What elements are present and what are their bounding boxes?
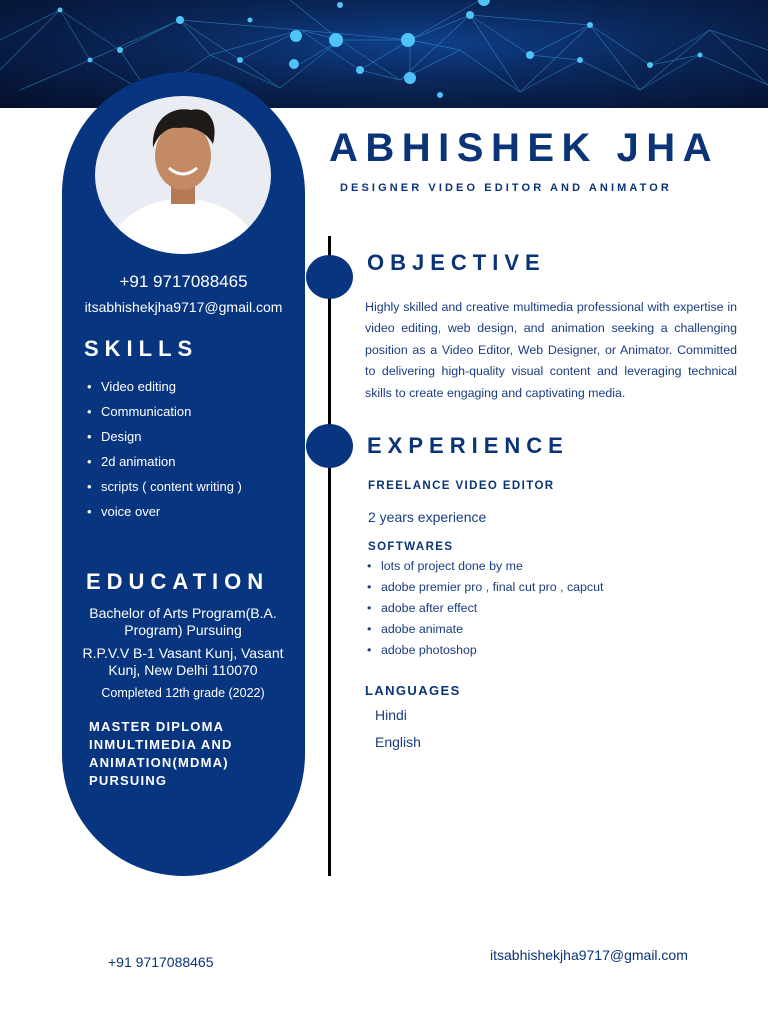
skills-heading: SKILLS <box>84 336 199 361</box>
languages-heading: LANGUAGES <box>365 683 461 698</box>
list-item: • adobe premier pro , final cut pro , capcut <box>367 578 603 599</box>
timeline-dot-experience <box>306 424 353 468</box>
sidebar-phone: +91 9717088465 <box>119 272 248 291</box>
list-item: • voice over <box>84 502 242 527</box>
language-item: Hindi <box>375 707 407 723</box>
experience-heading: EXPERIENCE <box>367 433 569 458</box>
list-item: • adobe animate <box>367 620 603 641</box>
list-item: • adobe after effect <box>367 599 603 620</box>
list-item: • adobe photoshop <box>367 641 603 662</box>
footer-email: itsabhishekjha9717@gmail.com <box>490 947 688 963</box>
candidate-title: DESIGNER VIDEO EDITOR AND ANIMATOR <box>340 182 672 194</box>
list-item: • lots of project done by me <box>367 557 603 578</box>
profile-photo <box>95 96 271 254</box>
education-degree: Bachelor of Arts Program(B.A. Program) Pursuing <box>89 605 277 638</box>
list-item: • Design <box>84 427 242 452</box>
list-item: • scripts ( content writing ) <box>84 477 242 502</box>
sidebar-email: itsabhishekjha9717@gmail.com <box>84 299 283 315</box>
education-heading: EDUCATION <box>86 569 270 594</box>
objective-text: Highly skilled and creative multimedia professional with expertise in video editing, web design, and animation seeking a challenging position as a Video Editor, Web Designer, or Animator. Committed to delivering high-quality visual content and leveraging technical skills to create engaging and captivating media. <box>365 300 737 400</box>
skills-list <box>84 377 242 527</box>
softwares-list <box>367 557 603 662</box>
candidate-name: ABHISHEK JHA <box>329 126 720 170</box>
education-school: R.P.V.V B-1 Vasant Kunj, Vasant Kunj, New Delhi 110070 <box>82 645 284 678</box>
language-item: English <box>375 734 421 750</box>
footer-phone: +91 9717088465 <box>108 954 214 970</box>
education-school-note: Completed 12th grade (2022) <box>101 686 265 700</box>
experience-role: FREELANCE VIDEO EDITOR <box>368 480 555 492</box>
timeline-line <box>328 236 331 876</box>
list-item: • Video editing <box>84 377 242 402</box>
list-item: • 2d animation <box>84 452 242 477</box>
experience-duration: 2 years experience <box>368 509 487 525</box>
softwares-heading: SOFTWARES <box>368 541 454 553</box>
list-item: • Communication <box>84 402 242 427</box>
timeline-dot-objective <box>306 255 353 299</box>
education-master-diploma: MASTER DIPLOMA INMULTIMEDIA AND ANIMATION(MDMA) PURSUING <box>89 719 233 788</box>
objective-heading: OBJECTIVE <box>367 250 546 275</box>
